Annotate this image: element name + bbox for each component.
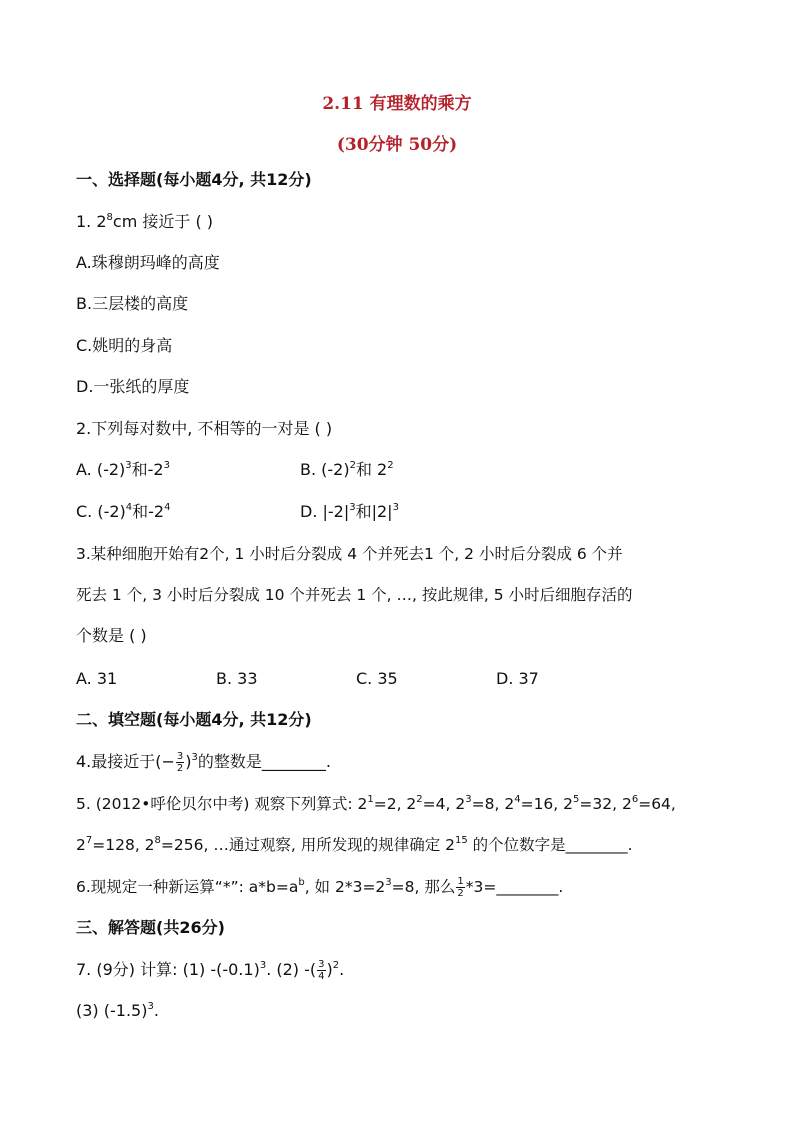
q5-l2-e7: 7 [85,835,93,846]
q3-option-b: B. 33 [216,669,258,688]
q5-t2: =4, 2 [422,795,466,813]
q1-option-d: D.一张纸的厚度 [76,377,190,396]
q5-t3: =8, 2 [471,795,515,813]
q5-l2-t3: 的个位数字是________. [467,836,633,854]
q7-pre: 7. (9分) 计算: (1) -(-0.1) [76,960,260,979]
q2-option-a [76,458,170,482]
question-5-line-2 [76,833,633,857]
question-7-part-3 [76,999,159,1023]
q1-option-c: C.姚明的身高 [76,336,173,355]
q7-exp2: 2 [332,960,340,971]
q4-pre: 4.最接近于( [76,752,162,771]
q5-l2-t0: 2 [76,836,86,854]
q7-3-exp: 3 [147,1001,154,1012]
q7-exp1: 3 [259,960,267,971]
question-4: 4.最接近于(− $\frac{3}{2}$ )$^3$的整数是________. [76,751,332,774]
q5-t1: =2, 2 [373,795,417,813]
q6-mid: , 如 2*3=2 [304,878,386,896]
q7-post: . [339,960,345,979]
q7-fraction [317,959,325,982]
question-6 [76,875,563,899]
q6-pre: 6.现规定一种新运算“*”: a*b=a [76,878,299,896]
question-5-line-1 [76,792,676,816]
q5-e6: 6 [631,794,639,805]
q5-e4: 4 [514,794,521,805]
section-heading-fill: 二、填空题(每小题4分, 共12分) [76,710,312,729]
question-2: 2.下列每对数中, 不相等的一对是 ( ) [76,419,333,438]
q7-3-pre: (3) (-1.5) [76,1001,148,1020]
q6-exp-b: b [298,877,305,888]
q2-c-exp2: 4 [164,502,171,513]
q2-a-exp1: 3 [125,460,132,471]
q5-e3: 3 [465,794,472,805]
q2-b-base: B. (-2) [300,460,350,479]
q1-exp: 8 [106,212,113,223]
section-heading-solve: 三、解答题(共26分) [76,918,225,937]
q6-fraction [456,876,464,899]
q3-option-d: D. 37 [496,669,539,688]
q1-option-b: B.三层楼的高度 [76,294,189,313]
q1-pre: 1. 2 [76,212,107,231]
q5-l2-t2: =256, …通过观察, 用所发现的规律确定 2 [160,836,455,854]
q4-fraction [176,751,184,774]
question-1 [76,210,213,234]
q3-option-c: C. 35 [356,669,398,688]
q2-a-exp2: 3 [163,460,170,471]
q2-a-base: A. (-2) [76,460,126,479]
q2-b-mid: 和 2 [355,460,388,479]
question-3-line-3: 个数是 ( ) [76,626,147,645]
q2-b-exp1: 2 [349,460,356,471]
q2-d-base: D. |-2| [300,502,350,521]
q4-denominator: 2 [176,763,184,774]
q6-post: *3=________. [465,878,564,896]
q4-exp: 3 [191,752,198,763]
q4-post: 的整数是________. [197,752,332,771]
q5-e5: 5 [573,794,580,805]
q2-d-mid: 和|2| [355,502,393,521]
q4-numerator: 3 [176,751,184,762]
question-3-line-1: 3.某种细胞开始有2个, 1 小时后分裂成 4 个并死去1 个, 2 小时后分裂成 6 个并 [76,545,623,563]
q5-l2-e15: 15 [455,835,468,846]
question-7: 7. (9分) 计算: (1) $-(-0.1)^3$. (2) -( $\frac{3}{4}$ )$^2$. [76,959,345,982]
q6-exp-3: 3 [385,877,392,888]
q7-3-post: . [153,1001,159,1020]
q1-option-a: A.珠穆朗玛峰的高度 [76,253,220,272]
q1-post: cm 接近于 ( ) [112,212,214,231]
q2-b-exp2: 2 [387,460,394,471]
question-3-line-2: 死去 1 个, 3 小时后分裂成 10 个并死去 1 个, …, 按此规律, 5 小时后细胞存活的 [76,586,633,604]
q5-t0: 5. (2012•呼伦贝尔中考) 观察下列算式: 2 [76,795,368,813]
page-title: 2.11 有理数的乘方 [322,94,472,114]
q2-c-exp1: 4 [125,502,133,513]
q5-e1: 1 [367,794,374,805]
q2-c-base: C. (-2) [76,502,126,521]
q2-d-exp2: 3 [392,502,399,513]
q5-t5: =32, 2 [579,795,632,813]
q2-a-mid: 和-2 [131,460,164,479]
q7-denominator: 4 [318,971,325,982]
q2-option-b [300,458,394,482]
q5-l2-e8: 8 [154,835,161,846]
q3-option-a: A. 31 [76,669,118,688]
q2-option-c [76,500,171,524]
q5-t6: =64, [638,795,676,813]
q5-l2-t1: =128, 2 [92,836,155,854]
page-subtitle: (30分钟 50分) [336,135,458,155]
q2-option-d [300,500,399,524]
q6-denominator: 2 [457,888,464,899]
q7-mid: . (2) -( [266,960,317,979]
q6-numerator: 1 [457,876,464,887]
q5-e2: 2 [416,794,423,805]
q2-c-mid: 和-2 [132,502,165,521]
q5-t4: =16, 2 [520,795,574,813]
q7-numerator: 3 [318,959,325,970]
q6-mid2: =8, 那么 [391,878,456,896]
q2-d-exp1: 3 [349,502,356,513]
section-heading-choice: 一、选择题(每小题4分, 共12分) [76,170,312,189]
